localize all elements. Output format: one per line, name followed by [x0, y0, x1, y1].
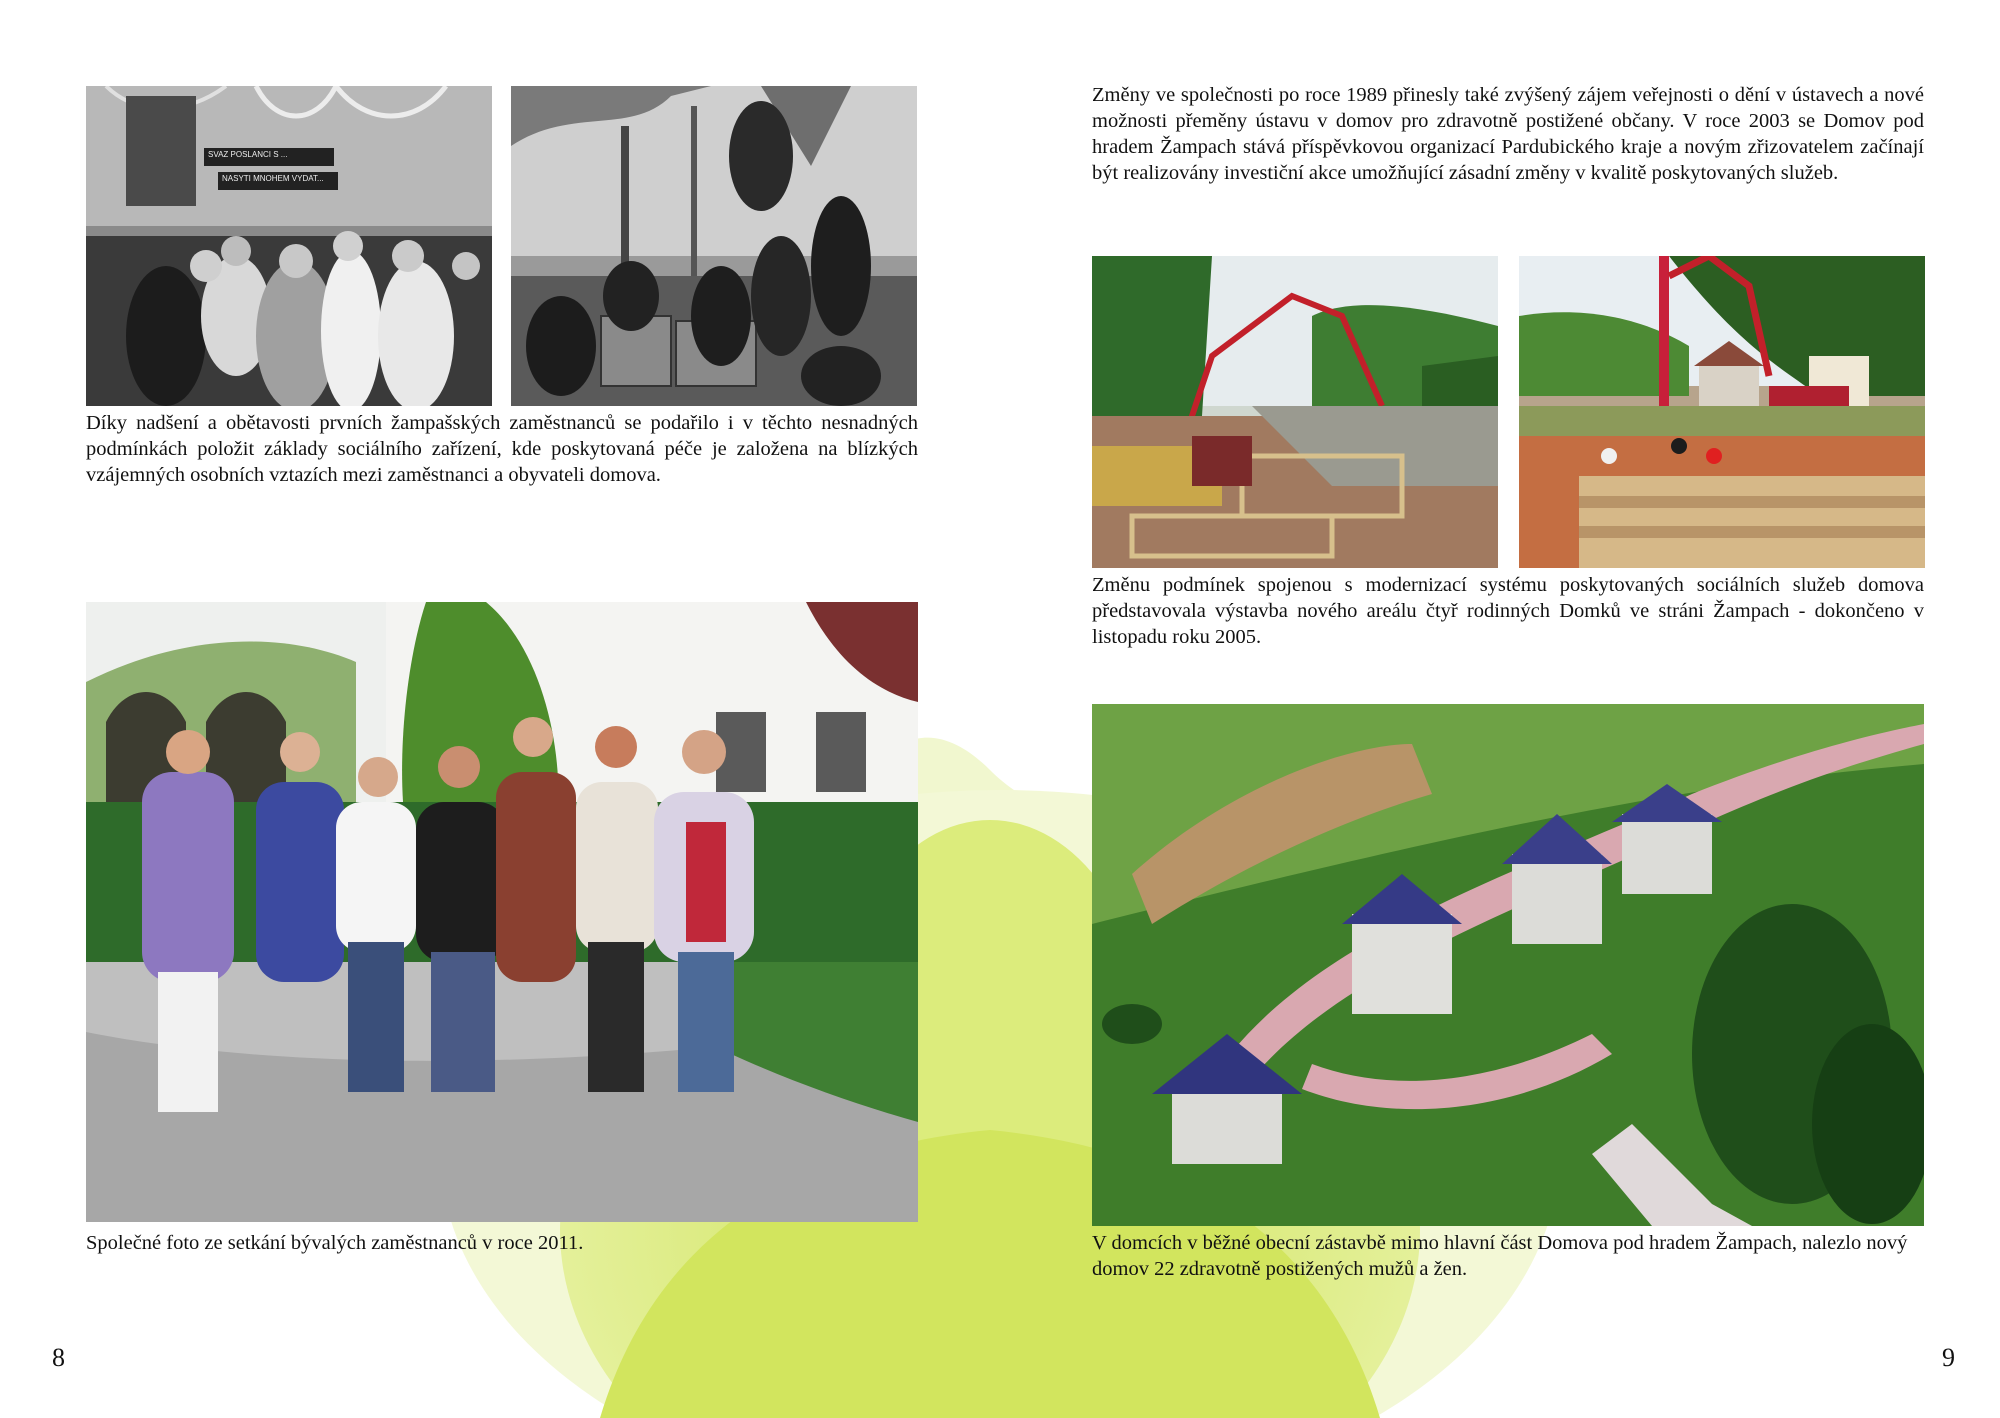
intro-paragraph: Změny ve společnosti po roce 1989 přinesly také zvýšený zájem veřejnosti o dění v ústavech a nové možnosti přeměny ústavu v domov pro zdravotně postižené občany. V roce 2003 se Domov pod hradem Žampach stává příspěvkovou organizací Pardubického kraje a novým zřizovatelem začínají být realizovány investiční akce umožňující zásadní změny v kvalitě poskytovaných služeb.: [1092, 84, 1924, 184]
reunion-group-photo: [86, 602, 918, 1222]
archive-photo-crowd: [86, 86, 492, 406]
archive-photo-orchard: [511, 86, 917, 406]
page-number-right: 9: [1942, 1343, 1955, 1372]
caption-archive-photos: Díky nadšení a obětavosti prvních žampašských zaměstnanců se podařilo i v těchto nesnadných podmínkách položit základy sociálního zařízení, kde poskytovaná péče je založena na blízkých vzájemných osobních vztazích mezi zaměstnanci a obyvateli domova.: [86, 412, 918, 486]
sign-banner-1: SVAZ POSLANCI S ...: [208, 150, 288, 159]
caption-reunion-photo: Společné foto ze setkání bývalých zaměstnanců v roce 2011.: [86, 1232, 584, 1254]
sign-banner-2: NASYTI MNOHEM VYDAT...: [222, 174, 324, 183]
caption-houses: V domcích v běžné obecní zástavbě mimo hlavní část Domova pod hradem Žampach, nalezlo nový domov 22 zdravotně postižených mužů a žen.: [1092, 1232, 1908, 1280]
construction-photo-foundations: [1519, 256, 1925, 568]
caption-construction: Změnu podmínek spojenou s modernizací systému poskytovaných sociálních služeb domova představovala výstavba nového areálu čtyř rodinných Domků ve stráni Žampach - dokončeno v listopadu roku 2005.: [1092, 574, 1924, 648]
page-number-left: 8: [52, 1343, 65, 1372]
construction-photo-crane: [1092, 256, 1498, 568]
aerial-photo-houses: [1092, 704, 1924, 1226]
